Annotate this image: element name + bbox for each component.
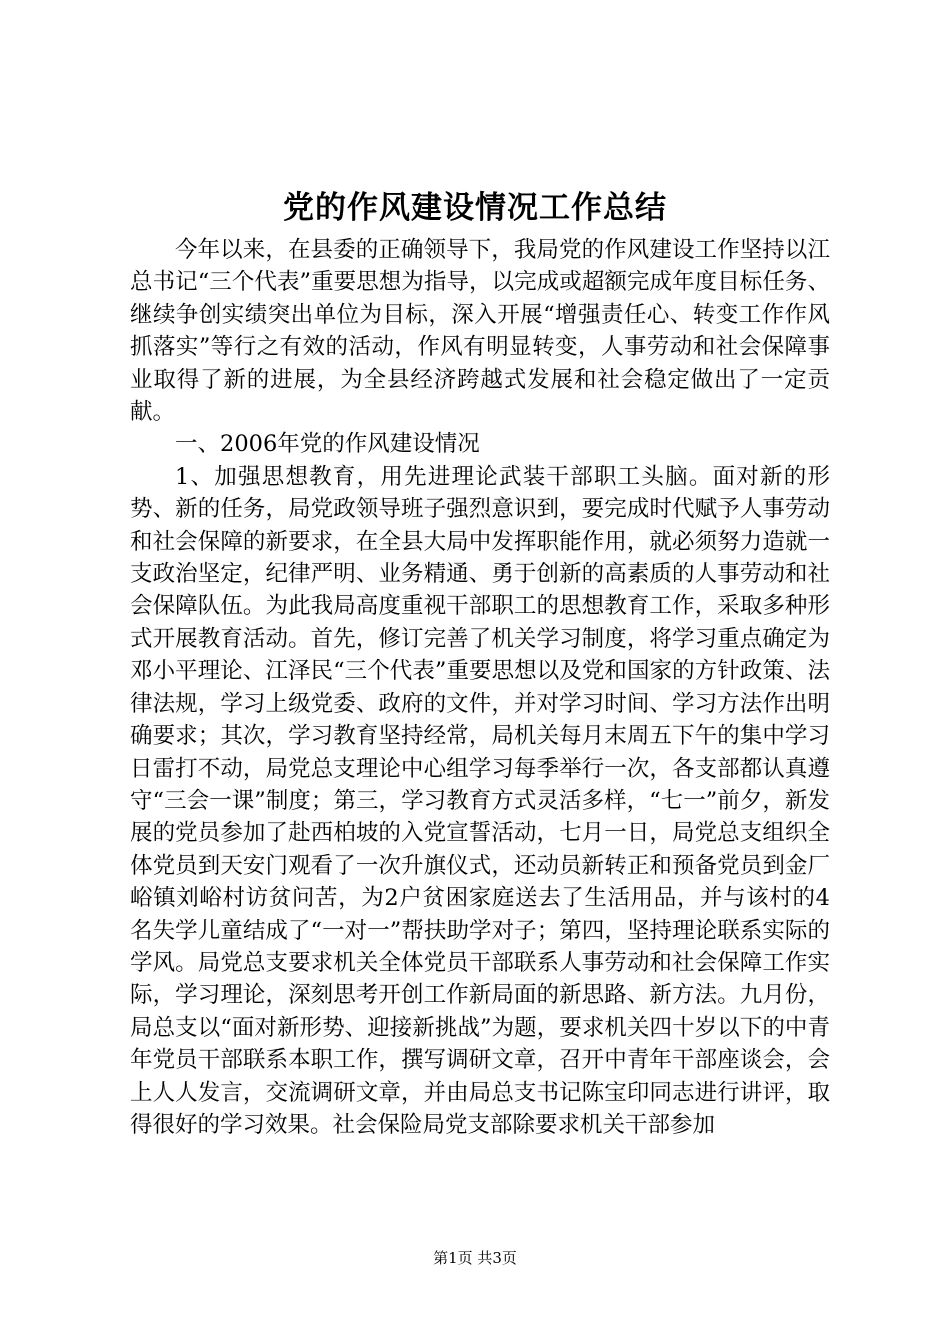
section-heading: 一、2006年党的作风建设情况: [175, 431, 480, 458]
body-paragraph: 1、加强思想教育，用先进理论武装干部职工头脑。面对新的形势、新的任务，局党政领导班子强烈意识到，要完成时代赋予人事劳动和社会保障的新要求，在全县大局中发挥职能作用，就必须努力造就一支政治坚定，纪律严明、业务精通、勇于创新的高素质的人事劳动和社会保障队伍。为此我局高度重视干部职工的思想教育工作，采取多种形式开展教育活动。首先，修订完善了机关学习制度，将学习重点确定为邓小平理论、江泽民“三个代表”重要思想以及党和国家的方针政策、法律法规，学习上级党委、政府的文件，并对学习时间、学习方法作出明确要求；其次，学习教育坚持经常，局机关每月末周五下午的集中学习日雷打不动，局党总支理论中心组学习每季举行一次，各支部都认真遵守“三会一课”制度；第三，学习教育方式灵活多样，“七一”前夕，新发展的党员参加了赴西柏坡的入党宣誓活动，七月一日，局党总支组织全体党员到天安门观看了一次升旗仪式，还动员新转正和预备党员到金厂峪镇刘峪村访贫问苦，为2户贫困家庭送去了生活用品，并与该村的4名失学儿童结成了“一对一”帮扶助学对子；第四，坚持理论联系实际的学风。局党总支要求机关全体党员干部联系人事劳动和社会保障工作实际，学习理论，深刻思考开创工作新局面的新思路、新方法。九月份，局总支以“面对新形势、迎接新挑战”为题，要求机关四十岁以下的中青年党员干部联系本职工作，撰写调研文章，召开中青年干部座谈会，会上人人发言，交流调研文章，并由局总支书记陈宝印同志进行讲评，取得很好的学习效果。社会保险局党支部除要求机关干部参加: [130, 463, 830, 1138]
intro-paragraph: 今年以来，在县委的正确领导下，我局党的作风建设工作坚持以江总书记“三个代表”重要思想为指导，以完成或超额完成年度目标任务、继续争创实绩突出单位为目标，深入开展“增强责任心、转变工作作风抓落实”等行之有效的活动，作风有明显转变，人事劳动和社会保障事业取得了新的进展，为全县经济跨越式发展和社会稳定做出了一定贡献。: [130, 237, 830, 426]
page-footer: 第1页 共3页: [433, 1249, 517, 1267]
document-title: 党的作风建设情况工作总结: [283, 190, 667, 226]
document-body: [130, 234, 830, 1141]
